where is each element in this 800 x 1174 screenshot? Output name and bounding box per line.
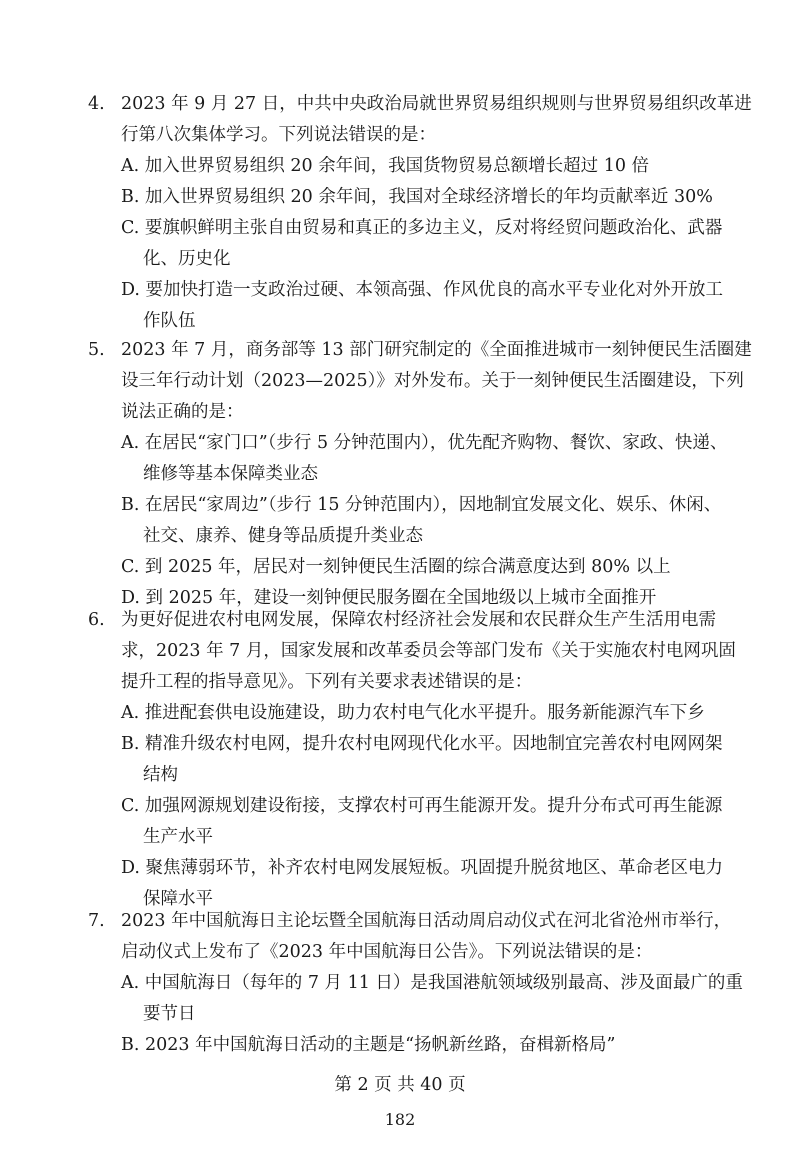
stem-line: 设三年行动计划（2023—2025）》对外发布。关于一刻钟便民生活圈建设，下列	[121, 371, 744, 391]
option-text: C. 到 2025 年，居民对一刻钟便民生活圈的综合满意度达到 80% 以上	[121, 557, 671, 577]
option-a	[121, 968, 743, 1030]
option-text-continued: 要节日	[143, 1004, 196, 1024]
question-stem	[121, 906, 732, 968]
option-text-continued: 保障水平	[143, 889, 213, 909]
question-4	[88, 89, 752, 337]
option-text: D. 聚焦薄弱环节，补齐农村电网发展短板。巩固提升脱贫地区、革命老区电力	[121, 858, 724, 878]
option-d	[121, 275, 728, 337]
option-text-continued: 维修等基本保障类业态	[143, 464, 318, 484]
question-5	[88, 335, 752, 614]
option-b	[121, 1030, 728, 1061]
option-text: D. 要加快打造一支政治过硬、本领高强、作风优良的高水平专业化对外开放工	[121, 280, 724, 300]
stem-line: 行第八次集体学习。下列说法错误的是：	[121, 125, 436, 145]
stem-line: 求，2023 年 7 月，国家发展和改革委员会等部门发布《关于实施农村电网巩固	[121, 641, 736, 661]
option-a	[121, 428, 728, 490]
question-6	[88, 605, 736, 915]
stem-line: 2023 年中国航海日主论坛暨全国航海日活动周启动仪式在河北省沧州市举行，	[121, 911, 732, 931]
option-text-continued: 化、历史化	[143, 249, 231, 269]
option-text-continued: 作队伍	[143, 311, 196, 331]
option-a	[121, 151, 728, 182]
question-number: 5.	[88, 340, 105, 360]
option-text: C. 加强网源规划建设衔接，支撑农村可再生能源开发。提升分布式可再生能源	[121, 796, 723, 816]
option-text: B. 精准升级农村电网，提升农村电网现代化水平。因地制宜完善农村电网网架	[121, 734, 723, 754]
option-text: A. 中国航海日（每年的 7 月 11 日）是我国港航领域级别最高、涉及面最广的重	[121, 973, 743, 993]
stem-line: 提升工程的指导意见》。下列有关要求表述错误的是：	[121, 672, 533, 692]
question-number: 7.	[88, 911, 105, 931]
option-text-continued: 社交、康养、健身等品质提升类业态	[143, 526, 423, 546]
option-text: C. 要旗帜鲜明主张自由贸易和真正的多边主义，反对将经贸问题政治化、武器	[121, 218, 723, 238]
option-text: B. 在居民“家周边”（步行 15 分钟范围内），因地制宜发展文化、娱乐、休闲、	[121, 495, 722, 515]
question-stem	[121, 89, 752, 151]
question-stem	[121, 605, 736, 698]
question-7	[88, 906, 743, 1061]
option-text-continued: 结构	[143, 765, 178, 785]
option-b	[121, 490, 728, 552]
option-text: D. 到 2025 年，建设一刻钟便民服务圈在全国地级以上城市全面推开	[121, 588, 657, 608]
stem-line: 启动仪式上发布了《2023 年中国航海日公告》。下列说法错误的是：	[121, 942, 653, 962]
option-c	[121, 213, 728, 275]
option-c	[121, 552, 728, 583]
question-stem	[121, 335, 752, 428]
option-text: B. 加入世界贸易组织 20 余年间，我国对全球经济增长的年均贡献率近 30%	[121, 187, 713, 207]
stem-line: 说法正确的是：	[121, 402, 244, 422]
option-c	[121, 791, 728, 853]
page-indicator: 第 2 页 共 40 页	[334, 1075, 466, 1095]
option-b	[121, 729, 728, 791]
question-number: 6.	[88, 610, 105, 630]
option-text: A. 在居民“家门口”（步行 5 分钟范围内），优先配齐购物、餐饮、家政、快递、	[121, 433, 728, 453]
option-text-continued: 生产水平	[143, 827, 213, 847]
option-text: B. 2023 年中国航海日活动的主题是“扬帆新丝路，奋楫新格局”	[121, 1035, 616, 1055]
option-text: A. 加入世界贸易组织 20 余年间，我国货物贸易总额增长超过 10 倍	[121, 156, 650, 176]
question-number: 4.	[88, 94, 105, 114]
stem-line: 2023 年 7 月，商务部等 13 部门研究制定的《全面推进城市一刻钟便民生活圈建	[121, 340, 752, 360]
option-text: A. 推进配套供电设施建设，助力农村电气化水平提升。服务新能源汽车下乡	[121, 703, 705, 723]
option-b	[121, 182, 728, 213]
page-number: 182	[384, 1110, 416, 1129]
option-a	[121, 698, 728, 729]
stem-line: 2023 年 9 月 27 日，中共中央政治局就世界贸易组织规则与世界贸易组织改革进	[121, 94, 752, 114]
stem-line: 为更好促进农村电网发展，保障农村经济社会发展和农民群众生产生活用电需	[121, 610, 716, 630]
